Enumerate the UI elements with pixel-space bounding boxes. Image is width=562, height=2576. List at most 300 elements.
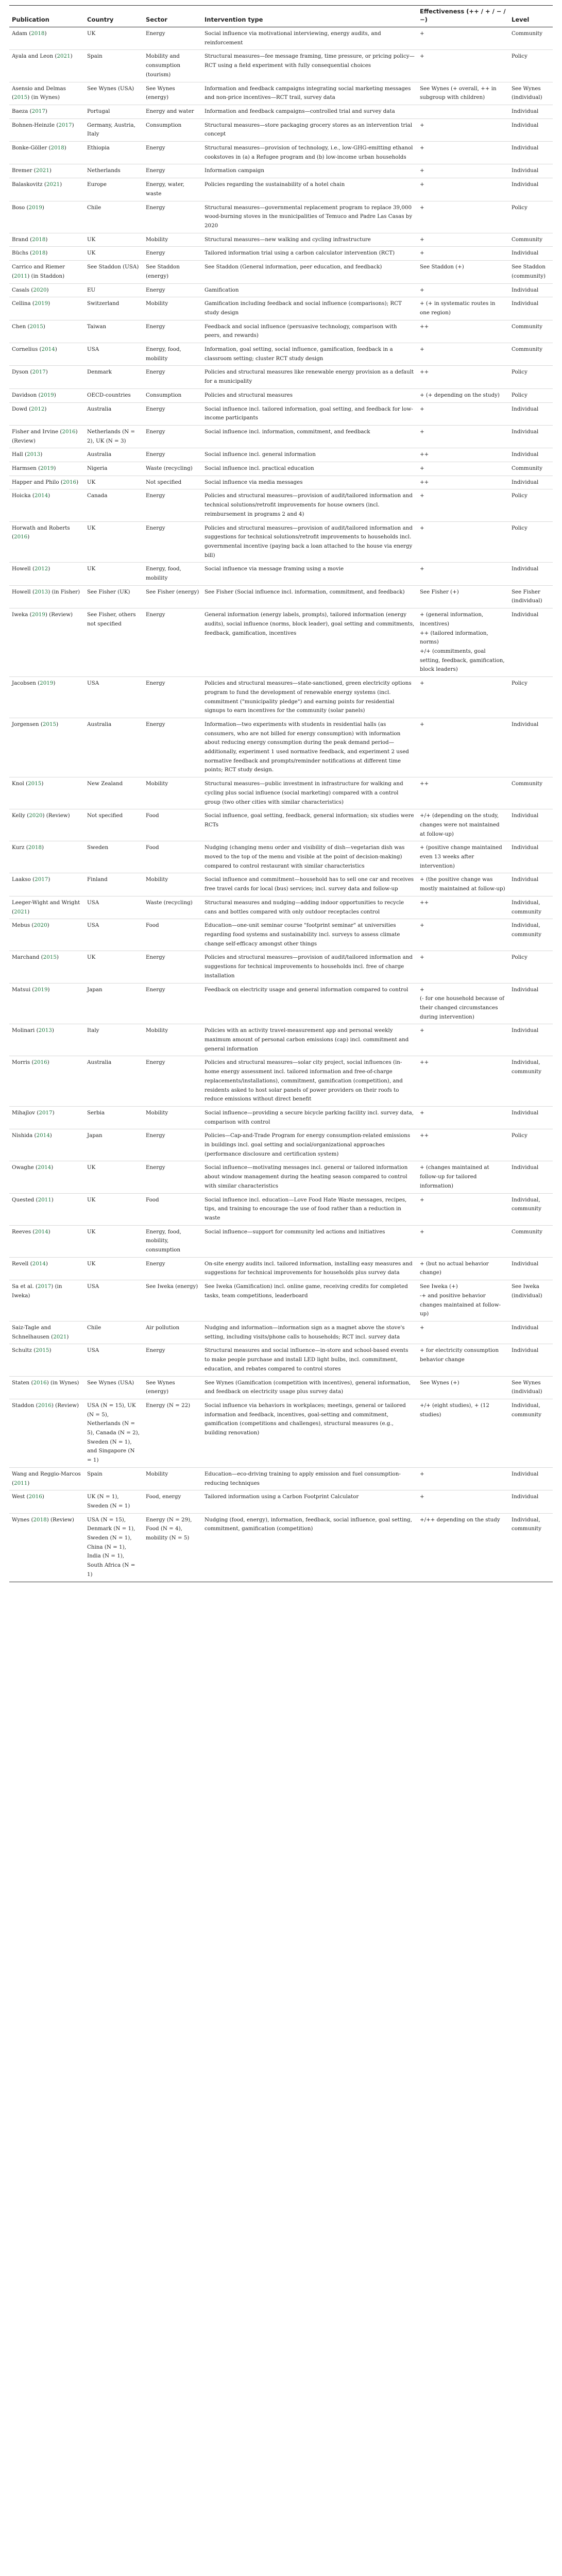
publication-note: (Review) (44, 812, 70, 819)
publication-year-link[interactable]: 2020 (33, 922, 47, 929)
publication-year-link[interactable]: 2020 (33, 286, 47, 293)
table-row (9, 402, 553, 425)
sector-cell: Energy (143, 247, 202, 261)
publication-year-link[interactable]: 2011 (38, 1196, 52, 1203)
country-cell: USA (84, 1344, 143, 1376)
table-row (9, 1399, 553, 1467)
publication-paren: ( (30, 922, 34, 929)
publication-paren: ( (25, 1494, 29, 1500)
publication-year-link[interactable]: 2016 (33, 1059, 47, 1066)
publication-author: West (12, 1494, 25, 1500)
sector-cell: See Wynes (energy) (143, 82, 202, 105)
sector-cell: Energy (143, 489, 202, 521)
publication-cell (9, 521, 84, 563)
publication-cell (9, 1280, 84, 1321)
publication-paren: ) (42, 1494, 44, 1500)
sector-cell: Energy (143, 983, 202, 1024)
intervention-cell: Nudging and information—information sign as a magnet above the stove's setting, including visits/phone calls to households; RCT incl. survey data (202, 1321, 417, 1344)
publication-year-link[interactable]: 2018 (50, 145, 64, 151)
publication-author: Nishida (12, 1132, 33, 1139)
publication-author: Schultz (12, 1347, 32, 1354)
publication-cell (9, 1106, 84, 1129)
sector-cell: Mobility (143, 1467, 202, 1490)
country-cell: Nigeria (84, 462, 143, 476)
effectiveness-cell: + (417, 1321, 509, 1344)
intervention-cell: Social influence incl. general information (202, 448, 417, 462)
table-row (9, 247, 553, 261)
publication-year-link[interactable]: 2013 (34, 588, 48, 595)
publication-year-link[interactable]: 2018 (28, 844, 42, 851)
intervention-cell: Structural measures and nudging—adding indoor opportunities to recycle cans and bottles compared with only outdoor receptacles control (202, 896, 417, 919)
publication-year-link[interactable]: 2011 (14, 273, 28, 279)
publication-author: Iweka (12, 612, 28, 618)
sector-cell: Food (143, 1193, 202, 1225)
publication-paren: ) (60, 181, 62, 188)
table-body (9, 27, 553, 1582)
publication-author: Reeves (12, 1228, 31, 1235)
publication-year-link[interactable]: 2016 (62, 479, 77, 485)
table-row (9, 201, 553, 233)
publication-author: Carrico and Riemer (12, 264, 65, 270)
publication-author: Marchand (12, 954, 40, 961)
level-cell: Individual, community (509, 1193, 553, 1225)
publication-note: (in Fisher) (50, 588, 80, 595)
publication-paren: ) (27, 273, 30, 279)
publication-paren: ( (32, 167, 36, 174)
publication-year-link[interactable]: 2015 (14, 94, 28, 101)
sector-cell: Energy (143, 718, 202, 777)
country-cell: UK (N = 1), Sweden (N = 1) (84, 1490, 143, 1513)
publication-paren: ( (12, 94, 14, 101)
country-cell: Spain (84, 1467, 143, 1490)
level-cell: Policy (509, 366, 553, 388)
intervention-cell: Structural measures—provision of technology, i.e., low-GHG-emitting ethanol cookstoves in (a) a Refugee program and (b) low-income urban households (202, 142, 417, 164)
intervention-cell: Policies and structural measures—solar city project, social influences (in-home energy assessment incl. tailored information and free-of-charge replacements/installations), commitment, gamification (competition), and residents asked to host solar panels of power providers on their roofs to reduce emissions without direct benefit (202, 1056, 417, 1107)
level-cell: Individual, community (509, 1513, 553, 1582)
country-cell: Australia (84, 448, 143, 462)
publication-cell (9, 1467, 84, 1490)
publication-paren: ( (23, 451, 27, 458)
publication-year-link[interactable]: 2017 (39, 1109, 53, 1116)
level-cell: Individual (509, 563, 553, 585)
publication-paren: ) (52, 1109, 55, 1116)
publication-cell (9, 142, 84, 164)
publication-paren: ) (55, 346, 57, 353)
table-row (9, 320, 553, 343)
publication-author: Adam (12, 30, 27, 37)
publication-year-link[interactable]: 2018 (33, 1516, 47, 1523)
level-cell: Individual, community (509, 1399, 553, 1467)
sector-cell: Energy (143, 425, 202, 448)
publication-paren: ) (56, 954, 59, 961)
publication-author: Wynes (12, 1516, 30, 1523)
effectiveness-cell (417, 105, 509, 118)
publication-author: Jorgensen (12, 721, 39, 727)
country-cell: USA (84, 1280, 143, 1321)
publication-cell (9, 1376, 84, 1399)
sector-cell: Energy (143, 164, 202, 178)
publication-paren: ( (12, 908, 14, 915)
publication-cell (9, 841, 84, 873)
publication-year-link[interactable]: 2013 (27, 451, 41, 458)
sector-cell: Energy (143, 677, 202, 718)
publication-note: (Review) (53, 1402, 79, 1409)
publication-year-link[interactable]: 2015 (36, 1347, 49, 1354)
sector-cell: Energy (143, 951, 202, 983)
country-cell: Ethiopia (84, 142, 143, 164)
sector-cell: See Staddon (energy) (143, 261, 202, 283)
publication-paren: ) (51, 1164, 54, 1171)
publication-year-link[interactable]: 2020 (29, 812, 43, 819)
effectiveness-cell: + (417, 951, 509, 983)
publication-year-link[interactable]: 2019 (34, 986, 48, 993)
table-row (9, 27, 553, 50)
publication-year-link[interactable]: 2015 (43, 954, 57, 961)
studies-table (9, 5, 553, 1582)
publication-year-link[interactable]: 2018 (32, 236, 46, 243)
publication-cell (9, 178, 84, 201)
country-cell: Netherlands (N = 2), UK (N = 3) (84, 425, 143, 448)
publication-cell (9, 402, 84, 425)
publication-author: Baeza (12, 108, 28, 114)
sector-cell: Energy, food, mobility (143, 343, 202, 366)
publication-year-link[interactable]: 2019 (31, 612, 45, 618)
sector-cell: Air pollution (143, 1321, 202, 1344)
publication-author: Howell (12, 566, 31, 572)
publication-cell (9, 27, 84, 50)
publication-year-link[interactable]: 2019 (40, 392, 54, 398)
country-cell: Chile (84, 201, 143, 233)
sector-cell: Energy (143, 608, 202, 677)
country-cell: See Fisher (UK) (84, 585, 143, 608)
intervention-cell: Structural measures—public investment in infrastructure for walking and cycling plus social influence (social marketing) compared with a control group (two other cities with similar characteristics) (202, 777, 417, 809)
table-row (9, 476, 553, 489)
intervention-cell: Tailored information using a Carbon Footprint Calculator (202, 1490, 417, 1513)
publication-cell (9, 164, 84, 178)
publication-paren: ( (12, 273, 14, 279)
publication-paren: ) (48, 566, 50, 572)
publication-year-link[interactable]: 2019 (28, 204, 42, 211)
publication-year-link[interactable]: 2012 (34, 566, 48, 572)
publication-cell (9, 476, 84, 489)
publication-author: Leeger-Wight and Wright (12, 899, 80, 906)
table-row (9, 1056, 553, 1107)
publication-paren: ( (28, 236, 32, 243)
sector-cell: Energy (N = 22) (143, 1399, 202, 1467)
effectiveness-cell: + (417, 247, 509, 261)
publication-year-link[interactable]: 2014 (38, 1164, 52, 1171)
publication-year-link[interactable]: 2015 (28, 781, 42, 787)
publication-paren: ( (30, 300, 35, 307)
effectiveness-cell: + (417, 178, 509, 201)
publication-cell (9, 585, 84, 608)
publication-paren: ) (45, 250, 48, 257)
table-row (9, 448, 553, 462)
table-row (9, 343, 553, 366)
sector-cell: Not specified (143, 476, 202, 489)
publication-paren: ( (39, 954, 43, 961)
level-cell: Individual (509, 476, 553, 489)
publication-author: Laakso (12, 876, 31, 883)
publication-cell (9, 297, 84, 320)
sector-cell: Consumption (143, 388, 202, 402)
publication-year-link[interactable]: 2016 (62, 428, 76, 435)
publication-paren: ) (42, 812, 45, 819)
publication-author: Sa et al. (12, 1283, 34, 1290)
publication-paren: ( (27, 30, 31, 37)
publication-year-link[interactable]: 2016 (33, 1379, 47, 1386)
level-cell: Community (509, 320, 553, 343)
publication-paren: ( (28, 108, 32, 114)
country-cell: Serbia (84, 1106, 143, 1129)
level-cell: Policy (509, 50, 553, 82)
effectiveness-cell: + (417, 233, 509, 247)
publication-year-link[interactable]: 2011 (14, 1480, 28, 1486)
publication-year-link[interactable]: 2013 (38, 1027, 52, 1034)
sector-cell: Energy and water (143, 105, 202, 118)
publication-paren: ) (54, 465, 56, 472)
publication-paren: ( (24, 781, 28, 787)
country-cell: OECD-countries (84, 388, 143, 402)
level-cell: Individual (509, 1257, 553, 1280)
sector-cell: Mobility (143, 297, 202, 320)
publication-paren: ( (30, 876, 35, 883)
publication-paren: ( (28, 250, 32, 257)
publication-cell (9, 1024, 84, 1056)
intervention-cell: See Wynes (Gamification (competition with incentives), general information, and feedback on electricity usage plus survey data) (202, 1376, 417, 1399)
publication-year-link[interactable]: 2021 (14, 908, 28, 915)
intervention-cell: Policies—Cap-and-Trade Program for energy consumption-related emissions in buildings incl. goal setting and social/organizational approaches (performance disclosure and certification system) (202, 1129, 417, 1161)
intervention-cell: Information—two experiments with students in residential halls (as consumers, who are not billed for energy consumption) with information about reducing energy consumption during the peak demand period—additionally, experiment 1 used normative feedback, and experiment 2 used normative feedback and prompts/reminder notifications at different time points; RCT study design. (202, 718, 417, 777)
intervention-cell: See Staddon (General information, peer education, and feedback) (202, 261, 417, 283)
publication-year-link[interactable]: 2017 (37, 1283, 52, 1290)
effectiveness-cell: + (+ depending on the study) (417, 388, 509, 402)
table-row (9, 366, 553, 388)
publication-paren: ( (24, 844, 28, 851)
publication-author: Saiz-Tagle and Schnelhausen (12, 1325, 51, 1340)
publication-paren: ) (46, 1379, 49, 1386)
level-cell: See Wynes (individual) (509, 82, 553, 105)
table-row (9, 1467, 553, 1490)
level-cell: See Iweka (individual) (509, 1280, 553, 1321)
publication-cell (9, 320, 84, 343)
publication-author: Revell (12, 1260, 29, 1267)
publication-author: Happer and Philo (12, 479, 59, 485)
publication-year-link[interactable]: 2017 (31, 108, 45, 114)
publication-paren: ( (47, 145, 51, 151)
publication-cell (9, 919, 84, 951)
sector-cell: Food (143, 841, 202, 873)
publication-author: Bohnen-Heinzle (12, 122, 55, 128)
publication-cell (9, 873, 84, 896)
publication-year-link[interactable]: 2014 (34, 493, 48, 499)
publication-author: Ayala and Leon (12, 53, 54, 60)
publication-year-link[interactable]: 2014 (35, 1228, 48, 1235)
table-row (9, 297, 553, 320)
effectiveness-cell: +/++ depending on the study (417, 1513, 509, 1582)
intervention-cell: Policies and structural measures—provision of audit/tailored information and technical solutions/retrofit improvements for house owners (incl. reimbursement in programs 2 and 4) (202, 489, 417, 521)
country-cell: EU (84, 283, 143, 297)
publication-paren: ) (47, 986, 50, 993)
publication-paren: ( (36, 465, 41, 472)
level-cell: See Staddon (community) (509, 261, 553, 283)
effectiveness-cell: +/+ (eight studies), + (12 studies) (417, 1399, 509, 1467)
publication-paren: ( (29, 1516, 33, 1523)
country-cell: UK (84, 247, 143, 261)
intervention-cell: Social influence—providing a secure bicycle parking facility incl. survey data, comparison with control (202, 1106, 417, 1129)
level-cell: Community (509, 343, 553, 366)
publication-cell (9, 118, 84, 141)
publication-year-link[interactable]: 2017 (32, 369, 46, 376)
table-row (9, 1321, 553, 1344)
header-sector: Sector (143, 6, 202, 27)
publication-paren: ) (52, 1027, 54, 1034)
effectiveness-cell: + (changes maintained at follow-up for tailored information) (417, 1161, 509, 1193)
effectiveness-cell: + (417, 201, 509, 233)
effectiveness-cell: ++ (417, 1056, 509, 1107)
level-cell: See Wynes (individual) (509, 1376, 553, 1399)
publication-author: Kelly (12, 812, 25, 819)
intervention-cell: Social influence, goal setting, feedback, general information; six studies were RCTs (202, 809, 417, 841)
publication-author: Molinari (12, 1027, 35, 1034)
effectiveness-cell: + (+ in systematic routes in one region) (417, 297, 509, 320)
level-cell: Individual (509, 164, 553, 178)
country-cell: USA (84, 677, 143, 718)
intervention-cell: Social influence incl. practical education (202, 462, 417, 476)
level-cell: Individual (509, 809, 553, 841)
publication-year-link[interactable]: 2019 (34, 300, 48, 307)
intervention-cell: Feedback and social influence (persuasive technology, comparison with peers, and rewards) (202, 320, 417, 343)
header-publication: Publication (9, 6, 84, 27)
publication-cell (9, 448, 84, 462)
effectiveness-cell: See Staddon (+) (417, 261, 509, 283)
country-cell: USA (N = 15), UK (N = 5), Netherlands (N = 5), Canada (N = 2), Sweden (N = 1), and Singapore (N = 1) (84, 1399, 143, 1467)
publication-year-link[interactable]: 2017 (58, 122, 72, 128)
intervention-cell: Social influence via behaviors in workplaces; meetings, general or tailored information and feedback, incentives, goal-setting and commitment, gamification (competitions and challenges), structural measures (e.g., building renovation) (202, 1399, 417, 1467)
effectiveness-cell: + (417, 489, 509, 521)
effectiveness-cell: ++ (417, 320, 509, 343)
header-effectiveness: Effectiveness (++ / + / − / −) (417, 6, 509, 27)
publication-year-link[interactable]: 2021 (57, 53, 71, 60)
publication-paren: ( (39, 721, 43, 727)
sector-cell: Waste (recycling) (143, 462, 202, 476)
table-row (9, 283, 553, 297)
intervention-cell: Social influence via motivational interviewing, energy audits, and reinforcement (202, 27, 417, 50)
level-cell: Policy (509, 677, 553, 718)
publication-year-link[interactable]: 2019 (40, 465, 54, 472)
publication-paren: ) (45, 369, 48, 376)
publication-year-link[interactable]: 2015 (42, 721, 57, 727)
publication-cell (9, 82, 84, 105)
publication-paren: ) (51, 1402, 54, 1409)
publication-paren: ) (51, 1196, 54, 1203)
publication-year-link[interactable]: 2019 (40, 680, 54, 687)
publication-paren: ( (29, 1379, 33, 1386)
intervention-cell: Policies and structural measures (202, 388, 417, 402)
intervention-cell: Policies with an activity travel-measurement app and personal weekly maximum amount of personal carbon emissions (cap) incl. commitment and general information (202, 1024, 417, 1056)
publication-paren: ( (30, 986, 35, 993)
effectiveness-cell: + (417, 521, 509, 563)
effectiveness-cell: + for electricity consumption behavior change (417, 1344, 509, 1376)
publication-cell (9, 1344, 84, 1376)
publication-paren: ( (30, 588, 35, 595)
table-row (9, 1024, 553, 1056)
publication-paren: ( (34, 1196, 38, 1203)
country-cell: UK (84, 476, 143, 489)
effectiveness-cell: +/+ (depending on the study, changes were not maintained at follow-up) (417, 809, 509, 841)
publication-cell (9, 1321, 84, 1344)
publication-paren: ) (49, 167, 52, 174)
publication-author: Mebus (12, 922, 30, 929)
table-row (9, 841, 553, 873)
publication-year-link[interactable]: 2016 (14, 534, 28, 540)
publication-year-link[interactable]: 2016 (28, 1494, 42, 1500)
publication-cell (9, 366, 84, 388)
publication-cell (9, 1056, 84, 1107)
effectiveness-cell: ++ (417, 896, 509, 919)
publication-year-link[interactable]: 2014 (36, 1132, 50, 1139)
publication-year-link[interactable]: 2021 (36, 167, 49, 174)
level-cell: Individual (509, 1321, 553, 1344)
table-row (9, 983, 553, 1024)
table-row (9, 809, 553, 841)
publication-author: Quested (12, 1196, 35, 1203)
publication-paren: ( (25, 204, 29, 211)
publication-year-link[interactable]: 2014 (41, 346, 55, 353)
publication-year-link[interactable]: 2018 (32, 250, 46, 257)
country-cell: Canada (84, 489, 143, 521)
publication-author: Bremer (12, 167, 32, 174)
publication-year-link[interactable]: 2021 (53, 1333, 67, 1340)
publication-cell (9, 677, 84, 718)
sector-cell: Consumption (143, 118, 202, 141)
publication-cell (9, 1193, 84, 1225)
publication-author: Howell (12, 588, 31, 595)
level-cell: Individual (509, 178, 553, 201)
header-country: Country (84, 6, 143, 27)
publication-year-link[interactable]: 2017 (35, 876, 48, 883)
level-cell: Community (509, 1225, 553, 1257)
intervention-cell: Policies and structural measures—provision of audit/tailored information and suggestions for technical improvements to households incl. free of charge installation (202, 951, 417, 983)
publication-year-link[interactable]: 2012 (31, 405, 45, 412)
publication-year-link[interactable]: 2014 (32, 1260, 46, 1267)
country-cell: New Zealand (84, 777, 143, 809)
effectiveness-cell: ++ (417, 1129, 509, 1161)
publication-paren: ( (58, 428, 62, 435)
effectiveness-cell: + (417, 718, 509, 777)
effectiveness-cell: + (417, 1490, 509, 1513)
publication-author: Staddon (12, 1402, 35, 1409)
publication-year-link[interactable]: 2016 (38, 1402, 52, 1409)
table-row (9, 1225, 553, 1257)
level-cell: Policy (509, 489, 553, 521)
publication-note: (in Wynes) (48, 1379, 79, 1386)
publication-author: Knol (12, 781, 24, 787)
publication-year-link[interactable]: 2015 (29, 323, 43, 330)
sector-cell: Energy, water, waste (143, 178, 202, 201)
effectiveness-cell: ++ (417, 476, 509, 489)
publication-year-link[interactable]: 2021 (46, 181, 60, 188)
publication-author: Balaskovitz (12, 181, 43, 188)
effectiveness-cell: ++ (417, 777, 509, 809)
publication-year-link[interactable]: 2018 (31, 30, 45, 37)
table-row (9, 462, 553, 476)
publication-paren: ( (28, 1260, 32, 1267)
effectiveness-cell: + (417, 343, 509, 366)
sector-cell: Food (143, 809, 202, 841)
effectiveness-cell: + (417, 1193, 509, 1225)
publication-paren: ( (31, 1347, 36, 1354)
